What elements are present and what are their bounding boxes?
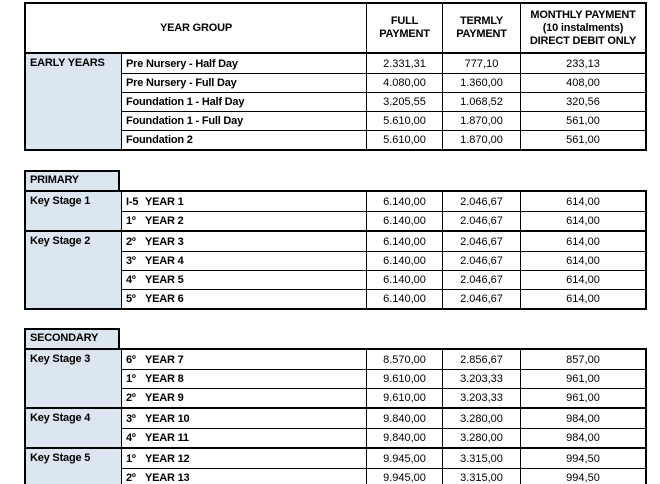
table-row: [122, 111, 645, 130]
stage-rows: [122, 350, 645, 407]
termly-payment-value: 3.315,00: [442, 449, 520, 468]
stage-label: Key Stage 1: [26, 192, 122, 230]
full-payment-value: 9.840,00: [366, 429, 442, 447]
year-group-cell: [122, 212, 366, 230]
column-header-line: MONTHLY PAYMENT: [530, 8, 636, 21]
monthly-payment-value: 614,00: [520, 252, 645, 270]
year-name: YEAR 7: [145, 353, 184, 366]
section-body: [24, 348, 647, 484]
year-ordinal: 1º: [126, 215, 136, 227]
column-header-line: FULL: [390, 15, 419, 27]
monthly-payment-value: 561,00: [520, 131, 645, 149]
monthly-payment-value: 408,00: [520, 74, 645, 92]
year-group-cell: [122, 93, 366, 111]
year-ordinal: 2º: [126, 472, 136, 484]
year-group-cell: [122, 449, 366, 468]
stage-group: [26, 407, 645, 447]
year-ordinal: 1º: [126, 373, 136, 385]
monthly-payment-value: 614,00: [520, 271, 645, 289]
termly-payment-value: 2.046,67: [442, 192, 520, 211]
stage-rows: [122, 232, 645, 308]
year-group-cell: [122, 271, 366, 289]
full-payment-value: 8.570,00: [366, 350, 442, 369]
year-group-cell: [122, 370, 366, 388]
termly-payment-value: 2.046,67: [442, 232, 520, 251]
year-group-cell: [122, 131, 366, 149]
stage-rows: [122, 409, 645, 447]
full-payment-value: 6.140,00: [366, 192, 442, 211]
monthly-payment-value: 561,00: [520, 112, 645, 130]
year-group-cell: [122, 429, 366, 447]
stage-rows: [122, 449, 645, 484]
year-ordinal: 2º: [126, 235, 136, 248]
year-ordinal: 5º: [126, 293, 136, 305]
section-body: [24, 190, 647, 310]
stage-label: EARLY YEARS: [26, 54, 122, 149]
full-payment-value: 5.610,00: [366, 131, 442, 149]
stage-label: Key Stage 2: [26, 232, 122, 308]
year-name: YEAR 3: [145, 235, 184, 248]
termly-payment-value: 3.280,00: [442, 409, 520, 428]
year-ordinal: 3º: [126, 412, 136, 425]
column-header-line: PAYMENT: [379, 28, 430, 40]
year-ordinal: 6º: [126, 353, 136, 366]
year-group-cell: [122, 112, 366, 130]
full-payment-value: 9.610,00: [366, 389, 442, 407]
termly-payment-value: 1.360,00: [442, 74, 520, 92]
year-ordinal: 4º: [126, 432, 136, 444]
monthly-payment-value: 961,00: [520, 370, 645, 388]
year-ordinal: 2º: [126, 392, 136, 404]
termly-payment-value: 1.068,52: [442, 93, 520, 111]
year-name: YEAR 4: [145, 255, 184, 267]
year-name: Pre Nursery - Full Day: [126, 77, 237, 89]
year-ordinal: 1º: [126, 452, 136, 465]
column-header-line: PAYMENT: [456, 28, 507, 40]
monthly-payment-value: 961,00: [520, 389, 645, 407]
year-group-cell: [122, 389, 366, 407]
year-name: YEAR 10: [145, 412, 190, 425]
year-ordinal: 3º: [126, 255, 136, 267]
full-payment-value: 9.945,00: [366, 469, 442, 484]
full-payment-value: 6.140,00: [366, 252, 442, 270]
year-name: YEAR 2: [145, 215, 184, 227]
table-row: [122, 369, 645, 388]
termly-payment-value: 3.203,33: [442, 389, 520, 407]
full-payment-value: 6.140,00: [366, 290, 442, 308]
table-row: [122, 289, 645, 308]
termly-payment-value: 2.046,67: [442, 252, 520, 270]
year-group-cell: [122, 192, 366, 211]
year-name: YEAR 11: [145, 432, 189, 444]
year-name: YEAR 8: [145, 373, 184, 385]
table-row: [122, 270, 645, 289]
fees-table: [24, 2, 647, 484]
year-name: YEAR 1: [145, 195, 184, 208]
table-row: [122, 350, 645, 369]
column-header-line: DIRECT DEBIT ONLY: [529, 34, 637, 47]
monthly-payment-value: 994,50: [520, 469, 645, 484]
table-header-row: [24, 2, 647, 52]
column-header-line: YEAR GROUP: [160, 21, 232, 34]
termly-payment-value: 2.856,67: [442, 350, 520, 369]
stage-group: [26, 447, 645, 484]
monthly-payment-value: 614,00: [520, 290, 645, 308]
table-row: [122, 54, 645, 73]
section-gap: [24, 151, 647, 170]
stage-group: [26, 192, 645, 230]
column-header-monthly-payment: [520, 4, 645, 52]
year-group-cell: [122, 54, 366, 73]
table-row: [122, 428, 645, 447]
termly-payment-value: 1.870,00: [442, 112, 520, 130]
column-header-full-payment: [366, 4, 442, 52]
termly-payment-value: 777,10: [442, 54, 520, 73]
full-payment-value: 9.840,00: [366, 409, 442, 428]
section-gap: [24, 310, 647, 328]
column-header-line: (10 instalments): [542, 21, 624, 34]
year-group-cell: [122, 350, 366, 369]
full-payment-value: 6.140,00: [366, 232, 442, 251]
year-ordinal: 4º: [126, 274, 136, 286]
stage-label: Key Stage 5: [26, 449, 122, 484]
full-payment-value: 3.205,55: [366, 93, 442, 111]
termly-payment-value: 3.280,00: [442, 429, 520, 447]
monthly-payment-value: 320,56: [520, 93, 645, 111]
stage-label: Key Stage 3: [26, 350, 122, 407]
year-group-cell: [122, 469, 366, 484]
termly-payment-value: 2.046,67: [442, 212, 520, 230]
table-row: [122, 409, 645, 428]
monthly-payment-value: 614,00: [520, 232, 645, 251]
full-payment-value: 6.140,00: [366, 271, 442, 289]
monthly-payment-value: 984,00: [520, 429, 645, 447]
monthly-payment-value: 614,00: [520, 192, 645, 211]
stage-group: [26, 54, 645, 149]
table-row: [122, 211, 645, 230]
monthly-payment-value: 994,50: [520, 449, 645, 468]
year-group-cell: [122, 232, 366, 251]
termly-payment-value: 2.046,67: [442, 271, 520, 289]
year-group-cell: [122, 409, 366, 428]
year-group-cell: [122, 252, 366, 270]
table-row: [122, 449, 645, 468]
table-row: [122, 468, 645, 484]
table-row: [122, 232, 645, 251]
year-name: YEAR 12: [145, 452, 190, 465]
full-payment-value: 4.080,00: [366, 74, 442, 92]
year-name: YEAR 9: [145, 392, 184, 404]
monthly-payment-value: 614,00: [520, 212, 645, 230]
full-payment-value: 9.610,00: [366, 370, 442, 388]
year-group-cell: [122, 290, 366, 308]
year-name: YEAR 5: [145, 274, 184, 286]
termly-payment-value: 2.046,67: [442, 290, 520, 308]
termly-payment-value: 3.315,00: [442, 469, 520, 484]
stage-rows: [122, 192, 645, 230]
full-payment-value: 6.140,00: [366, 212, 442, 230]
section-label-primary: PRIMARY: [24, 170, 120, 190]
monthly-payment-value: 857,00: [520, 350, 645, 369]
table-row: [122, 192, 645, 211]
table-row: [122, 251, 645, 270]
stage-rows: [122, 54, 645, 149]
year-name: YEAR 13: [145, 472, 190, 484]
full-payment-value: 9.945,00: [366, 449, 442, 468]
stage-group: [26, 350, 645, 407]
termly-payment-value: 1.870,00: [442, 131, 520, 149]
year-name: YEAR 6: [145, 293, 184, 305]
year-name: Foundation 2: [126, 134, 193, 146]
year-name: Foundation 1 - Full Day: [126, 115, 244, 127]
monthly-payment-value: 233,13: [520, 54, 645, 73]
termly-payment-value: 3.203,33: [442, 370, 520, 388]
table-row: [122, 92, 645, 111]
year-group-cell: [122, 74, 366, 92]
year-name: Pre Nursery - Half Day: [126, 57, 238, 70]
column-header-year-group: [26, 4, 366, 52]
year-name: Foundation 1 - Half Day: [126, 96, 245, 108]
full-payment-value: 5.610,00: [366, 112, 442, 130]
year-ordinal: I-5: [126, 195, 139, 208]
stage-label: Key Stage 4: [26, 409, 122, 447]
full-payment-value: 2.331,31: [366, 54, 442, 73]
section-label-secondary: SECONDARY: [24, 328, 120, 348]
table-row: [122, 73, 645, 92]
table-row: [122, 388, 645, 407]
monthly-payment-value: 984,00: [520, 409, 645, 428]
table-row: [122, 130, 645, 149]
column-header-line: TERMLY: [459, 15, 503, 27]
column-header-termly-payment: [442, 4, 520, 52]
stage-group: [26, 230, 645, 308]
section-body: [24, 52, 647, 151]
